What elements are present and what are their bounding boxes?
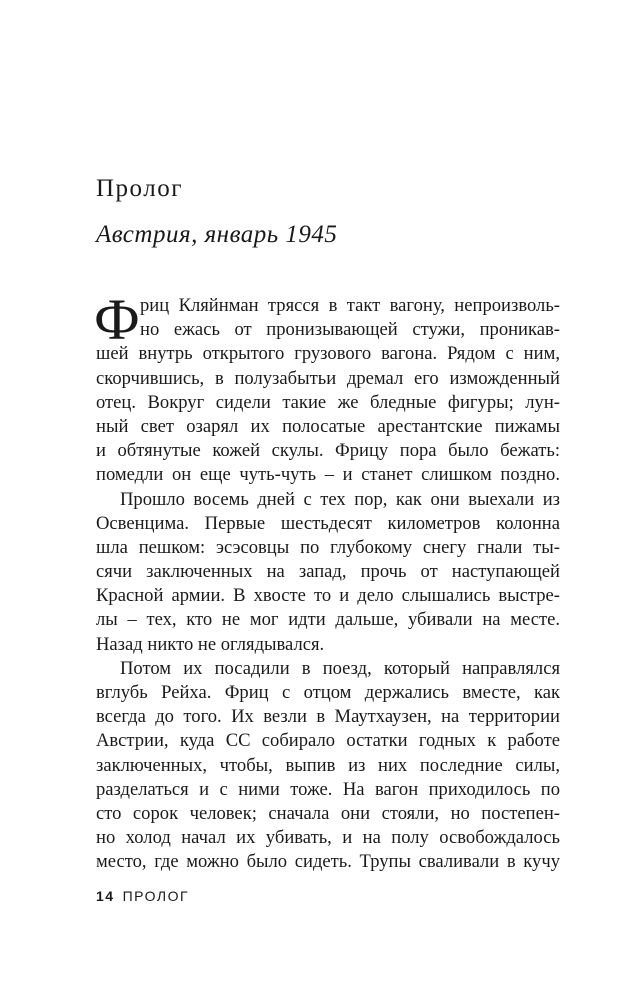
- text-line: но ежась от пронизывающей стужи, проникав-: [140, 319, 560, 341]
- paragraph-3: [96, 657, 560, 875]
- paragraph-2: [96, 488, 560, 657]
- text-line: и обтянутые кожей скулы. Фрицу пора было бежать:: [96, 440, 560, 462]
- text-line: Потом их посадили в поезд, который направлялся: [120, 657, 560, 679]
- text-line: но холод начал их убивать, и на полу освобождалось: [96, 827, 560, 849]
- text-line: риц Кляйнман трясся в такт вагону, непроизволь-: [140, 295, 560, 316]
- drop-cap: Ф: [94, 287, 140, 352]
- page-number: 14: [96, 888, 115, 904]
- text-line: ный свет озарял их полосатые арестантские пижамы: [96, 415, 560, 437]
- chapter-title: Пролог: [96, 175, 183, 202]
- text-line: Австрии, куда СС собирало остатки годных к работе: [96, 730, 560, 752]
- text-line: место, где можно было сидеть. Трупы сваливали в кучу: [96, 851, 560, 873]
- text-line: вглубь Рейха. Фриц с отцом держались вместе, как: [96, 682, 560, 703]
- paragraph-1: [94, 287, 560, 488]
- page-footer: [96, 889, 189, 903]
- text-line: Красной армии. В хвосте то и дело слышались выстре-: [96, 585, 560, 607]
- running-head: ПРОЛОГ: [122, 888, 190, 904]
- chapter-subtitle: Австрия, январь 1945: [96, 221, 338, 248]
- text-line: Освенцима. Первые шестьдесят километров колонна: [96, 512, 560, 534]
- text-line: отец. Вокруг сидели такие же бледные фигуры; лун-: [96, 391, 560, 413]
- text-line: Назад никто не оглядывался.: [96, 633, 325, 655]
- text-line: шей внутрь открытого грузового вагона. Рядом с ним,: [96, 343, 560, 365]
- text-line: лы – тех, кто не мог идти дальше, убивали на месте.: [96, 609, 560, 631]
- text-line: Прошло восемь дней с тех пор, как они выехали из: [120, 488, 560, 510]
- text-line: шла пешком: эсэсовцы по глубокому снегу гнали ты-: [96, 536, 560, 558]
- text-line: помедли он еще чуть-чуть – и станет слишком поздно.: [96, 464, 560, 486]
- text-line: всегда до того. Их везли в Маутхаузен, на территории: [96, 706, 560, 728]
- body-text: [94, 287, 560, 875]
- text-line: разделаться и с ними тоже. На вагон приходилось по: [96, 778, 560, 800]
- text-line: сто сорок человек; сначала они стояли, но постепен-: [96, 802, 560, 824]
- text-line: заключенных, чтобы, выпив из них последние силы,: [96, 754, 560, 776]
- text-line: сячи заключенных на запад, прочь от наступающей: [96, 561, 560, 583]
- text-line: скорчившись, в полузабытьи дремал его изможденный: [96, 367, 560, 389]
